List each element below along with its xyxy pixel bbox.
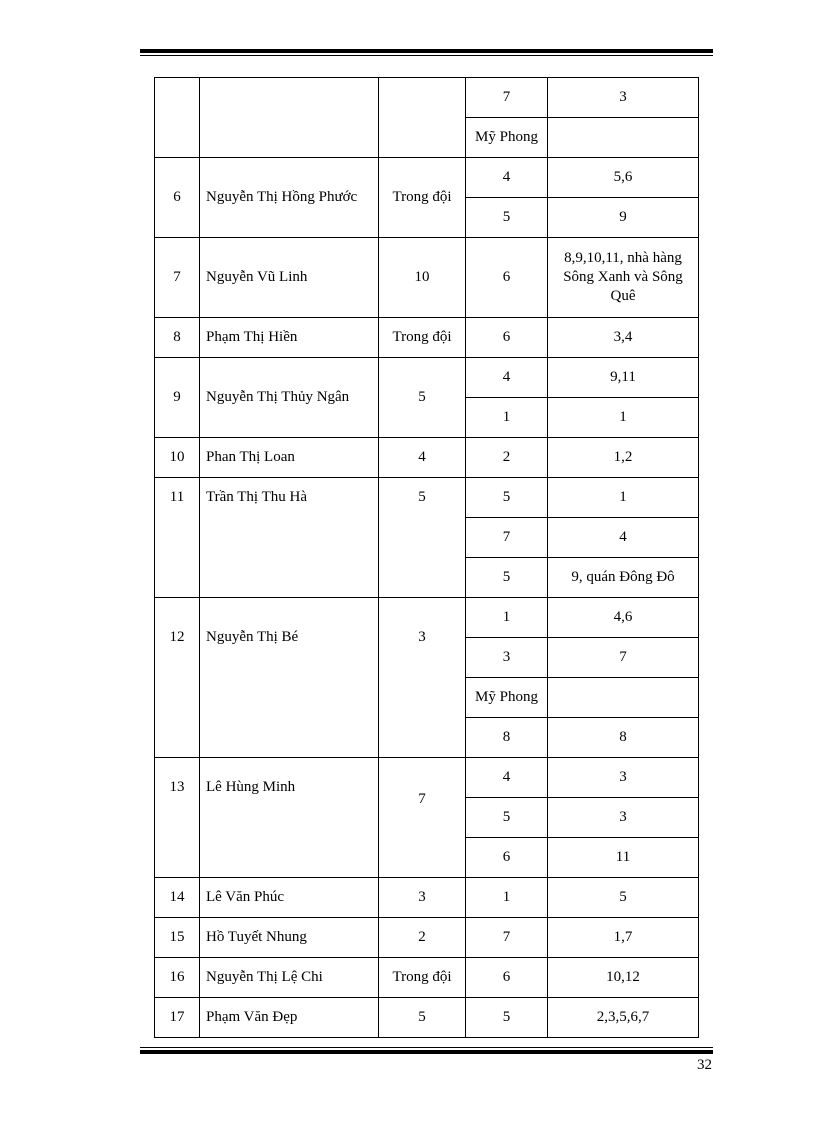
col4-cell: 4 xyxy=(466,158,548,198)
stt-cell: 11 xyxy=(155,478,200,598)
col4-cell: 5 xyxy=(466,798,548,838)
col4-cell: 5 xyxy=(466,558,548,598)
stt-cell: 9 xyxy=(155,358,200,438)
col4-cell: 3 xyxy=(466,638,548,678)
col4-cell: 8 xyxy=(466,718,548,758)
col4-cell: 6 xyxy=(466,318,548,358)
stt-cell: 6 xyxy=(155,158,200,238)
table-row xyxy=(155,998,699,1038)
header-rule-thick xyxy=(140,49,713,53)
footer-rule-thick xyxy=(140,1050,713,1054)
stt-cell: 14 xyxy=(155,878,200,918)
table-row xyxy=(155,598,699,638)
col4-cell: 5 xyxy=(466,198,548,238)
col5-cell: 3 xyxy=(548,78,699,118)
col5-cell: 1,2 xyxy=(548,438,699,478)
data-table xyxy=(154,77,699,1038)
name-cell: Nguyễn Thị Bé xyxy=(200,598,379,758)
col5-cell: 3 xyxy=(548,798,699,838)
name-cell: Phan Thị Loan xyxy=(200,438,379,478)
name-cell: Nguyễn Vũ Linh xyxy=(200,238,379,318)
col3-cell: 3 xyxy=(379,598,466,758)
col4-cell: 6 xyxy=(466,838,548,878)
name-cell: Phạm Thị Hiền xyxy=(200,318,379,358)
col3-cell: 2 xyxy=(379,918,466,958)
col4-cell: 5 xyxy=(466,478,548,518)
col4-cell: 1 xyxy=(466,598,548,638)
col3-cell: 5 xyxy=(379,998,466,1038)
name-cell xyxy=(200,78,379,158)
col5-cell: 11 xyxy=(548,838,699,878)
col3-cell: 5 xyxy=(379,478,466,598)
col3-cell: Trong đội xyxy=(379,318,466,358)
col3-cell: 3 xyxy=(379,878,466,918)
stt-cell: 16 xyxy=(155,958,200,998)
table-row xyxy=(155,478,699,518)
col5-cell: 5,6 xyxy=(548,158,699,198)
col4-cell: 5 xyxy=(466,998,548,1038)
footer-rule-thin xyxy=(140,1047,713,1048)
stt-cell: 8 xyxy=(155,318,200,358)
col4-cell: 1 xyxy=(466,878,548,918)
col3-cell: Trong đội xyxy=(379,958,466,998)
col5-cell: 9 xyxy=(548,198,699,238)
name-cell: Lê Hùng Minh xyxy=(200,758,379,878)
col5-cell: 7 xyxy=(548,638,699,678)
table-row xyxy=(155,78,699,118)
table-row xyxy=(155,958,699,998)
col3-cell: 7 xyxy=(379,758,466,878)
page-number: 32 xyxy=(697,1057,712,1073)
name-cell: Hồ Tuyết Nhung xyxy=(200,918,379,958)
col5-cell: 5 xyxy=(548,878,699,918)
col4-cell: 6 xyxy=(466,238,548,318)
stt-cell: 17 xyxy=(155,998,200,1038)
col4-cell: 1 xyxy=(466,398,548,438)
name-cell: Lê Văn Phúc xyxy=(200,878,379,918)
table-row xyxy=(155,878,699,918)
col3-cell: 10 xyxy=(379,238,466,318)
col3-cell: Trong đội xyxy=(379,158,466,238)
stt-cell: 10 xyxy=(155,438,200,478)
col5-cell: 8,9,10,11, nhà hàng Sông Xanh và Sông Quê xyxy=(548,238,699,318)
col5-cell xyxy=(548,678,699,718)
table-row xyxy=(155,318,699,358)
col5-cell: 4 xyxy=(548,518,699,558)
col4-cell: 2 xyxy=(466,438,548,478)
col4-cell: 7 xyxy=(466,518,548,558)
stt-cell: 7 xyxy=(155,238,200,318)
col4-cell: 4 xyxy=(466,758,548,798)
col5-cell: 1 xyxy=(548,478,699,518)
name-cell: Nguyễn Thị Thủy Ngân xyxy=(200,358,379,438)
col3-cell: 5 xyxy=(379,358,466,438)
table-row xyxy=(155,358,699,398)
col5-cell: 1,7 xyxy=(548,918,699,958)
col5-cell: 4,6 xyxy=(548,598,699,638)
table-row xyxy=(155,918,699,958)
table-row xyxy=(155,158,699,198)
col5-cell: 3 xyxy=(548,758,699,798)
stt-cell xyxy=(155,78,200,158)
col4-cell: 6 xyxy=(466,958,548,998)
name-cell: Nguyễn Thị Lệ Chi xyxy=(200,958,379,998)
name-cell: Trần Thị Thu Hà xyxy=(200,478,379,598)
header-rule-thin xyxy=(140,55,713,56)
col4-cell: 7 xyxy=(466,918,548,958)
col5-cell: 8 xyxy=(548,718,699,758)
stt-cell: 15 xyxy=(155,918,200,958)
name-cell: Phạm Văn Đẹp xyxy=(200,998,379,1038)
col4-cell: Mỹ Phong xyxy=(466,678,548,718)
col5-cell: 1 xyxy=(548,398,699,438)
col5-cell: 3,4 xyxy=(548,318,699,358)
col3-cell: 4 xyxy=(379,438,466,478)
col4-cell: 4 xyxy=(466,358,548,398)
col3-cell xyxy=(379,78,466,158)
table-row xyxy=(155,438,699,478)
col4-cell: Mỹ Phong xyxy=(466,118,548,158)
table-row xyxy=(155,758,699,798)
name-cell: Nguyễn Thị Hồng Phước xyxy=(200,158,379,238)
col5-cell xyxy=(548,118,699,158)
col5-cell: 9, quán Đông Đô xyxy=(548,558,699,598)
col4-cell: 7 xyxy=(466,78,548,118)
col5-cell: 10,12 xyxy=(548,958,699,998)
col5-cell: 2,3,5,6,7 xyxy=(548,998,699,1038)
stt-cell: 12 xyxy=(155,598,200,758)
col5-cell: 9,11 xyxy=(548,358,699,398)
table-row xyxy=(155,238,699,318)
stt-cell: 13 xyxy=(155,758,200,878)
